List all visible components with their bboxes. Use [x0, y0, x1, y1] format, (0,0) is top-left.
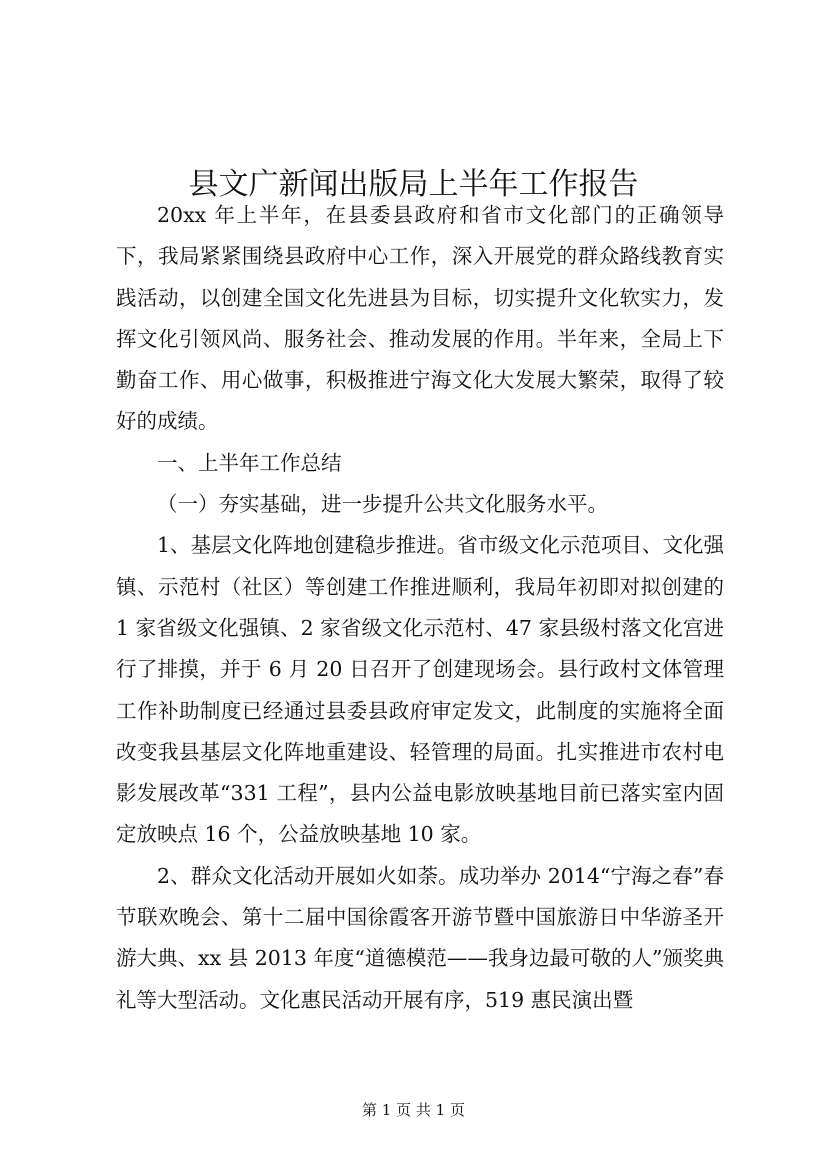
page-number-text: 第 1 页 共 1 页	[362, 1101, 465, 1119]
document-body	[116, 195, 724, 1021]
item-1-paragraph: 1、基层文化阵地创建稳步推进。省市级文化示范项目、文化强镇、示范村（社区）等创建工作推进顺利，我局年初即对拟创建的 1 家省级文化强镇、2 家省级文化示范村、47 家县级村落文化宫进行了排摸，并于 6 月 20 日召开了创建现场会。县行政村文体管理工作补助制度已经通过县委县政府审定发文，此制度的实施将全面改变我县基层文化阵地重建设、轻管理的局面。扎实推进市农村电影发展改革“331 工程”，县内公益电影放映基地目前已落实室内固定放映点 16 个，公益放映基地 10 家。	[116, 533, 724, 847]
page-footer	[0, 1100, 827, 1120]
intro-paragraph: 20xx 年上半年，在县委县政府和省市文化部门的正确领导下，我局紧紧围绕县政府中心工作，深入开展党的群众路线教育实践活动，以创建全国文化先进县为目标，切实提升文化软实力，发挥文化引领风尚、服务社会、推动发展的作用。半年来，全局上下勤奋工作、用心做事，积极推进宁海文化大发展大繁荣，取得了较好的成绩。	[116, 203, 724, 434]
document-title: 县文广新闻出版局上半年工作报告	[188, 167, 639, 203]
item-2-paragraph: 2、群众文化活动开展如火如荼。成功举办 2014“宁海之春”春节联欢晚会、第十二届中国徐霞客开游节暨中国旅游日中华游圣开游大典、xx 县 2013 年度“道德模范——我身边最可敬的人”颁奖典礼等大型活动。文化惠民活动开展有序，519 惠民演出暨	[116, 863, 724, 1012]
section-heading: 一、上半年工作总结	[157, 450, 342, 475]
subsection-heading: （一）夯实基础，进一步提升公共文化服务水平。	[157, 492, 608, 517]
